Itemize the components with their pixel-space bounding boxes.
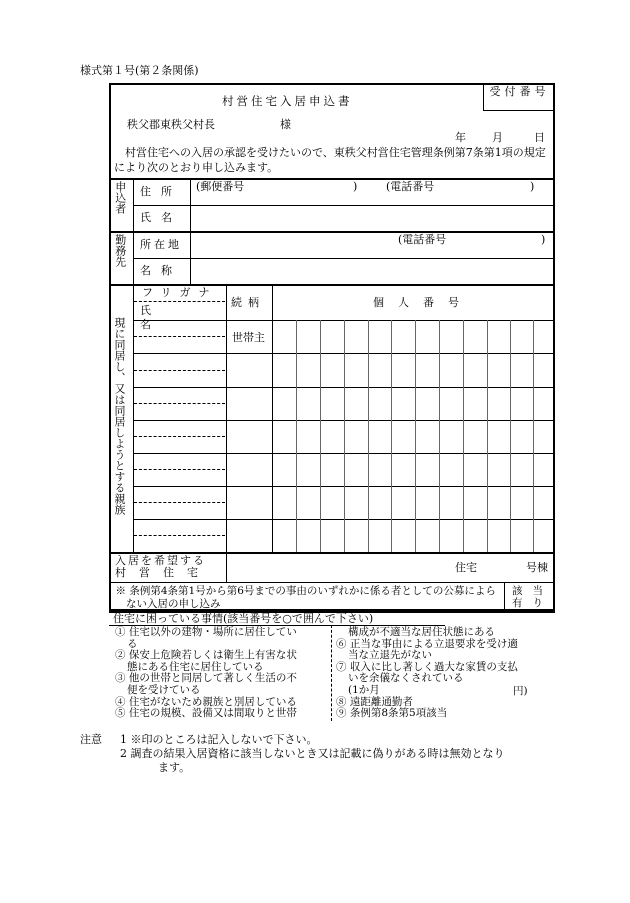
hardship-right-column — [336, 627, 550, 720]
honorific: 様 — [280, 118, 291, 131]
housing-field[interactable]: 住宅 — [455, 561, 477, 574]
family-name-label — [140, 304, 222, 332]
relationship-label: 続柄 — [231, 296, 265, 309]
monthly-rent-yen: 円) — [513, 685, 528, 697]
divider — [226, 284, 227, 552]
workplace-phone-field[interactable]: (電話番号 — [398, 233, 447, 246]
applicable-yes-label[interactable]: 有り — [512, 597, 553, 609]
id-digit-divider — [391, 320, 392, 552]
id-digit-divider — [368, 320, 369, 552]
desired-housing-label-top: 入居を希望する — [115, 554, 206, 567]
hardship-right-line: 当な立退先がない — [348, 649, 432, 662]
workplace-address-label: 所在地 — [140, 238, 182, 251]
hardship-right-line[interactable]: (1か月 — [348, 683, 380, 696]
hardship-left-line[interactable]: ① 住宅以外の建物・場所に居住してい — [115, 626, 297, 638]
family-name-label-text: 氏名 — [140, 304, 209, 331]
furigana-divider — [134, 403, 225, 404]
furigana-divider — [134, 336, 225, 337]
note-2-text: 2 調査の結果入居資格に該当しないとき又は記載に偽りがある時は無効となり — [120, 747, 505, 760]
form-title: 村営住宅入居申込書 — [222, 94, 353, 108]
hardship-left-column — [115, 627, 329, 720]
form-number-label: 様式第１号(第２条関係) — [80, 64, 199, 77]
furigana-divider — [134, 469, 225, 470]
hardship-left-line[interactable]: ⑤ 住宅の規模、設備又は間取りと世帯 — [115, 707, 297, 720]
divider — [133, 178, 134, 284]
divider — [272, 284, 273, 552]
hardship-left-line: 態にある住宅に居住している — [127, 660, 264, 673]
workplace-phone-close: ) — [541, 233, 546, 246]
workplace-address-field[interactable] — [192, 233, 552, 256]
hardship-left-line[interactable]: ② 保安上危険若しくは衛生上有害な状 — [115, 649, 297, 662]
hardship-left-line[interactable]: ③ 他の世帯と同居して著しく生活の不 — [115, 672, 297, 685]
hardship-left-line: 便を受けている — [127, 683, 201, 696]
furigana-divider — [134, 370, 225, 371]
note-1 — [80, 733, 505, 747]
id-digit-divider — [510, 320, 511, 552]
notes-label: 注意 — [80, 733, 102, 746]
date-year: 年 — [455, 131, 466, 144]
furigana-divider — [134, 535, 225, 536]
hardship-header: 住宅に困っている事情(該当番号を○で囲んで下さい) — [113, 612, 374, 625]
receipt-number-box — [483, 83, 555, 111]
hardship-right-line[interactable]: ⑦ 収入に比し著しく過大な家賃の支払 — [336, 660, 518, 673]
hardship-column-divider — [331, 625, 332, 721]
divider — [190, 178, 191, 284]
applicant-name-field[interactable] — [192, 207, 552, 229]
divider — [133, 284, 134, 552]
date-month: 月 — [492, 131, 503, 144]
divider — [504, 582, 505, 611]
phone-field[interactable]: (電話番号 — [386, 180, 435, 193]
hardship-right-line[interactable]: ⑨ 条例第8条第5項該当 — [336, 707, 448, 720]
id-digit-divider — [344, 320, 345, 552]
applicant-section-label: 申込者 — [113, 181, 127, 214]
application-statement: 村営住宅への入居の承認を受けたいので、東秩父村営住宅管理条例第7条第1項の規定により次のとおり申し込みます。 — [114, 146, 546, 174]
id-digit-divider — [533, 320, 534, 552]
id-digit-divider — [487, 320, 488, 552]
non-public-application-condition: ※ 条例第4条第1号から第6号までの事由のいずれかに係る者としての公募によらない入居の申し込み — [115, 585, 496, 610]
notes — [80, 733, 505, 775]
postal-code-field[interactable]: (郵便番号 — [196, 180, 245, 193]
postal-code-close: ) — [353, 180, 358, 193]
id-digit-divider — [463, 320, 464, 552]
id-digit-divider — [439, 320, 440, 552]
applicant-name-label: 氏名 — [140, 211, 182, 224]
receipt-number-label: 受付番号 — [489, 85, 550, 98]
phone-close: ) — [530, 180, 535, 193]
workplace-name-field[interactable] — [192, 260, 552, 282]
addressee: 秩父郡東秩父村長 — [127, 118, 215, 131]
furigana-divider — [134, 436, 225, 437]
id-digit-divider — [320, 320, 321, 552]
note-2-continued: ます。 — [158, 761, 191, 774]
workplace-section-label: 勤務先 — [113, 234, 127, 267]
family-section-label: 現に同居し、又は同居しようとする親族 — [113, 317, 126, 515]
hardship-right-line[interactable]: ⑧ 遠距離通勤者 — [336, 695, 413, 708]
divider — [133, 258, 555, 259]
personal-number-label: 個人番号 — [373, 296, 473, 309]
applicable-label: 該当 — [512, 585, 553, 597]
furigana-label: フリガナ — [142, 286, 218, 299]
furigana-divider — [134, 301, 225, 302]
divider — [226, 552, 227, 582]
address-label: 住所 — [140, 185, 182, 198]
household-head-label: 世帯主 — [232, 331, 265, 344]
id-digit-divider — [415, 320, 416, 552]
hardship-left-line: る — [127, 637, 138, 650]
hardship-right-line: いを余儀なくされている — [348, 672, 464, 685]
divider — [109, 178, 555, 180]
desired-housing-label-bottom: 村営住宅 — [115, 566, 211, 579]
hardship-right-line[interactable]: ⑥ 正当な事由による立退要求を受け適 — [336, 637, 518, 650]
furigana-divider — [134, 502, 225, 503]
workplace-name-label: 名称 — [140, 264, 182, 277]
note-1-text: 1 ※印のところは記入しないで下さい。 — [120, 733, 318, 746]
hardship-left-line[interactable]: ④ 住宅がないため親族と別居している — [115, 695, 297, 708]
date-day: 日 — [534, 131, 545, 144]
hardship-right-line: 構成が不適当な居住状態にある — [348, 626, 495, 638]
divider — [109, 582, 555, 583]
building-field[interactable]: 号棟 — [526, 561, 548, 574]
divider — [133, 205, 555, 206]
id-digit-divider — [296, 320, 297, 552]
